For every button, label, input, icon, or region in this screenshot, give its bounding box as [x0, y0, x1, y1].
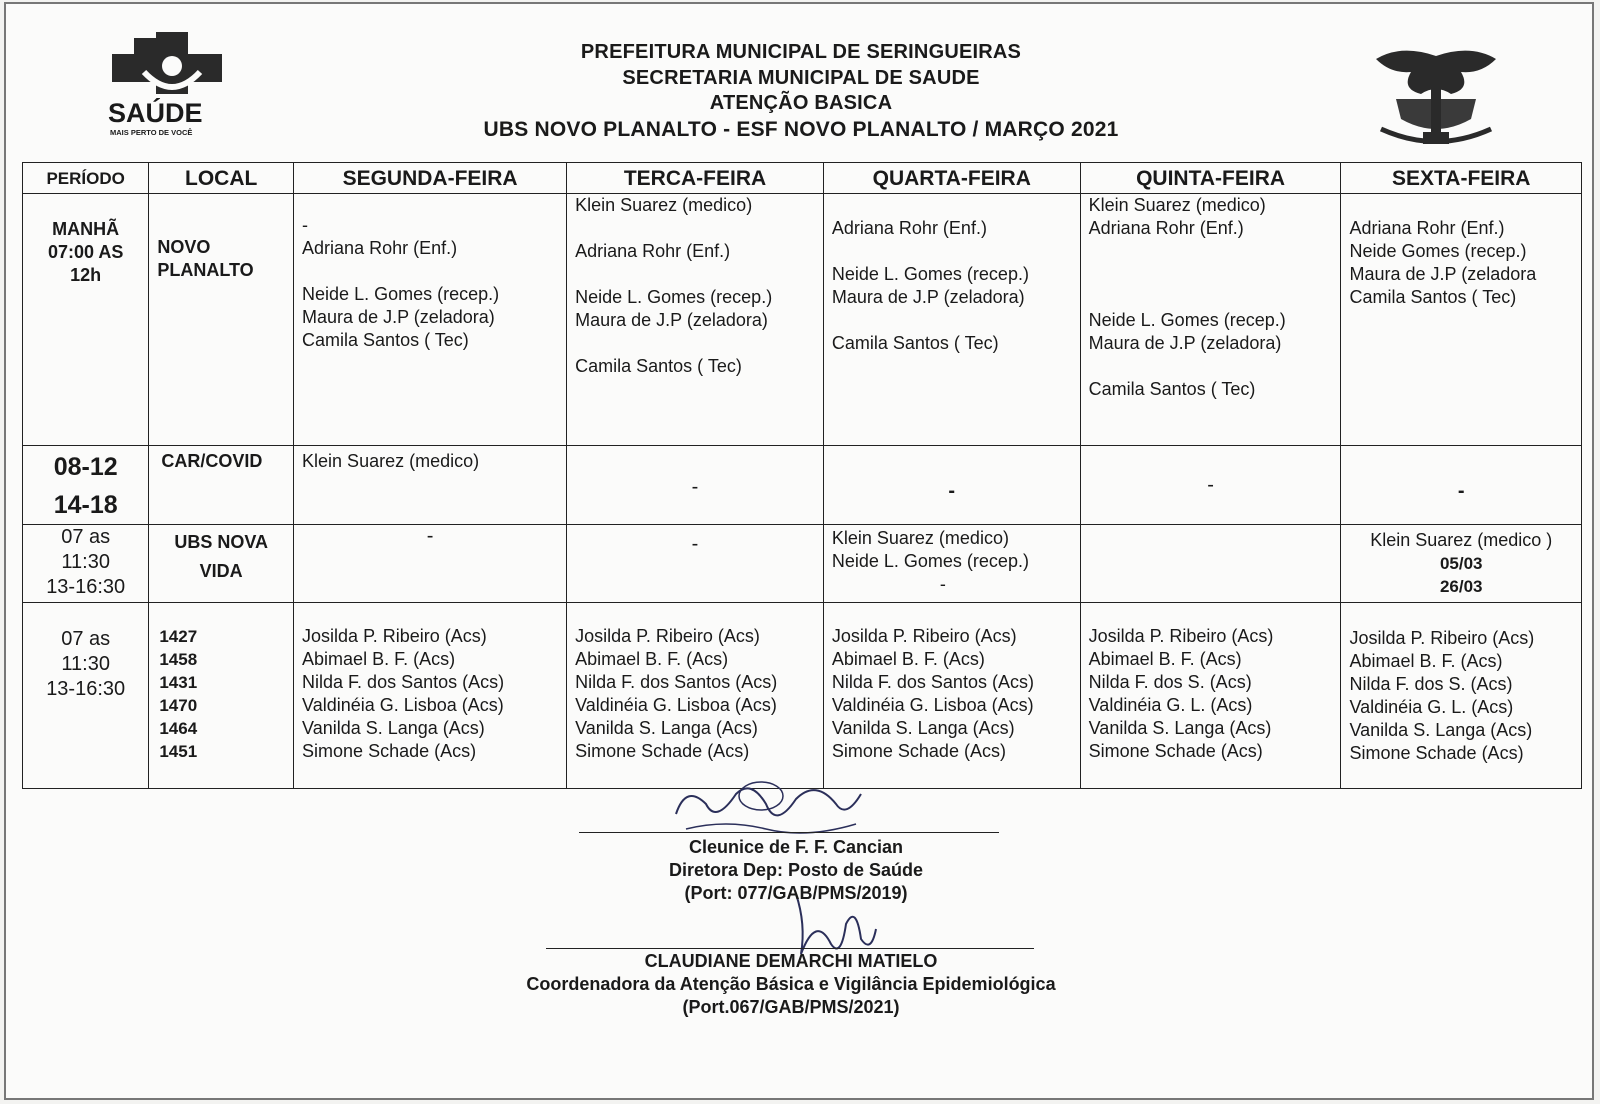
- acs-line: Simone Schade (Acs): [575, 741, 750, 761]
- empty-dash: -: [948, 480, 956, 502]
- acs-line: Vanilda S. Langa (Acs): [1088, 718, 1272, 738]
- staff-line: Neide L. Gomes (recep.): [302, 284, 500, 304]
- local-cell: [149, 603, 294, 789]
- acs-code: 1464: [159, 719, 198, 738]
- empty-dash: -: [939, 574, 946, 594]
- acs-line: Simone Schade (Acs): [1349, 743, 1524, 763]
- day-cell: [823, 446, 1080, 525]
- acs-line: Nilda F. dos S. (Acs): [1088, 672, 1252, 692]
- staff-line: [832, 240, 1072, 263]
- staff-line: Klein Suarez (medico): [302, 451, 480, 471]
- acs-line: Josilda P. Ribeiro (Acs): [302, 626, 487, 646]
- staff-line: [1349, 194, 1573, 217]
- acs-line: Valdinéia G. L. (Acs): [1088, 695, 1253, 715]
- table-row: [23, 194, 1582, 446]
- staff-line: Maura de J.P (zeladora): [831, 287, 1025, 307]
- acs-line: Abimael B. F. (Acs): [1088, 649, 1242, 669]
- acs-line: Valdinéia G. Lisboa (Acs): [302, 695, 504, 715]
- local-cell: [149, 525, 294, 603]
- staff-line: [1089, 263, 1333, 286]
- periodo-line: 08-12: [53, 453, 118, 481]
- day-cell: [294, 194, 567, 446]
- day-cell: [823, 603, 1080, 789]
- staff-line: -: [302, 215, 309, 235]
- date-line: 05/03: [1439, 554, 1483, 573]
- day-cell: [1080, 194, 1341, 446]
- acs-line: Vanilda S. Langa (Acs): [302, 718, 485, 738]
- local-line: VIDA: [199, 561, 243, 581]
- staff-line: Adriana Rohr (Enf.): [1349, 218, 1505, 238]
- staff-line: Neide Gomes (recep.): [1349, 241, 1527, 261]
- signature-line: [546, 948, 1034, 949]
- staff-line: Klein Suarez (medico ): [1370, 530, 1553, 550]
- empty-dash: -: [1457, 480, 1465, 502]
- staff-line: Camila Santos ( Tec): [1088, 379, 1256, 399]
- staff-line: Neide L. Gomes (recep.): [831, 264, 1029, 284]
- table-row: [23, 525, 1582, 603]
- day-cell: [1080, 446, 1341, 525]
- schedule-table: [22, 162, 1582, 789]
- acs-line: Simone Schade (Acs): [1088, 741, 1263, 761]
- staff-line: [1089, 529, 1333, 552]
- logo-brand: SAÚDE: [108, 98, 203, 128]
- document-sheet: [4, 2, 1594, 1100]
- header-prefeitura: PREFEITURA MUNICIPAL DE SERINGUEIRAS: [580, 41, 1022, 63]
- local-line: PLANALTO: [157, 260, 254, 280]
- staff-line: Camila Santos ( Tec): [302, 330, 469, 350]
- table-row: [23, 603, 1582, 789]
- acs-line: Vanilda S. Langa (Acs): [1349, 720, 1533, 740]
- table-header-row: [23, 163, 1582, 194]
- logo-tagline: MAIS PERTO DE VOCÊ: [110, 128, 193, 137]
- signer-port: (Port: 077/GAB/PMS/2019): [684, 883, 908, 903]
- periodo-cell: [23, 446, 149, 525]
- day-cell: [823, 194, 1080, 446]
- periodo-line: 07 as: [61, 628, 111, 650]
- day-cell: [567, 446, 824, 525]
- column-header: SEGUNDA-FEIRA: [294, 163, 567, 194]
- acs-line: Simone Schade (Acs): [831, 741, 1006, 761]
- staff-line: [1089, 240, 1333, 263]
- periodo-line: 11:30: [61, 551, 110, 573]
- column-header: PERÍODO: [23, 163, 149, 194]
- staff-line: Camila Santos ( Tec): [575, 356, 742, 376]
- periodo-line: 11:30: [61, 653, 110, 675]
- staff-line: Adriana Rohr (Enf.): [302, 238, 458, 258]
- periodo-line: 12h: [70, 265, 102, 285]
- acs-line: Josilda P. Ribeiro (Acs): [1349, 628, 1535, 648]
- periodo-line: MANHÃ: [52, 219, 120, 239]
- acs-line: Vanilda S. Langa (Acs): [575, 718, 758, 738]
- staff-line: Adriana Rohr (Enf.): [831, 218, 987, 238]
- acs-line: Abimael B. F. (Acs): [575, 649, 729, 669]
- day-cell: [1341, 603, 1582, 789]
- local-line: CAR/COVID: [161, 451, 263, 471]
- acs-line: Abimael B. F. (Acs): [831, 649, 985, 669]
- empty-dash: -: [426, 525, 434, 547]
- staff-line: Maura de J.P (zeladora): [302, 307, 495, 327]
- staff-line: Maura de J.P (zeladora): [575, 310, 768, 330]
- staff-line: Neide L. Gomes (recep.): [831, 551, 1029, 571]
- staff-line: Camila Santos ( Tec): [831, 333, 999, 353]
- acs-line: Valdinéia G. Lisboa (Acs): [575, 695, 777, 715]
- day-cell: [1341, 525, 1582, 603]
- staff-line: Neide L. Gomes (recep.): [1088, 310, 1286, 330]
- signature-block-coordinator: [446, 950, 1136, 1019]
- acs-line: Simone Schade (Acs): [302, 741, 477, 761]
- day-cell: [823, 525, 1080, 603]
- local-line: NOVO: [157, 237, 211, 257]
- staff-line: Klein Suarez (medico): [575, 195, 753, 215]
- signer-role: Coordenadora da Atenção Básica e Vigilância Epidemiológica: [526, 974, 1056, 994]
- column-header: LOCAL: [149, 163, 294, 194]
- staff-line: Maura de J.P (zeladora): [1088, 333, 1282, 353]
- empty-dash: -: [691, 476, 699, 498]
- acs-line: Valdinéia G. L. (Acs): [1349, 697, 1514, 717]
- periodo-cell: [23, 525, 149, 603]
- signer-name: Cleunice de F. F. Cancian: [688, 837, 904, 857]
- periodo-line: 07 as: [61, 526, 111, 548]
- staff-line: Neide L. Gomes (recep.): [575, 287, 773, 307]
- acs-line: Nilda F. dos Santos (Acs): [302, 672, 505, 692]
- periodo-cell: [23, 194, 149, 446]
- periodo-line: 13-16:30: [46, 678, 126, 700]
- staff-line: [832, 194, 1072, 217]
- staff-line: [1089, 355, 1333, 378]
- acs-line: Abimael B. F. (Acs): [1349, 651, 1503, 671]
- staff-line: Adriana Rohr (Enf.): [1088, 218, 1244, 238]
- acs-code: 1458: [159, 650, 198, 669]
- acs-line: Josilda P. Ribeiro (Acs): [575, 626, 760, 646]
- day-cell: [567, 525, 824, 603]
- day-cell: [567, 194, 824, 446]
- acs-line: Josilda P. Ribeiro (Acs): [831, 626, 1017, 646]
- municipal-coat-of-arms-icon: [1371, 44, 1501, 149]
- local-line: UBS NOVA: [174, 532, 269, 552]
- signature-block-director: [566, 836, 1026, 905]
- acs-code: 1431: [159, 673, 198, 692]
- signature-line: [579, 832, 999, 833]
- acs-line: Nilda F. dos Santos (Acs): [831, 672, 1034, 692]
- local-cell: [149, 446, 294, 525]
- periodo-cell: [23, 603, 149, 789]
- day-cell: [1080, 603, 1341, 789]
- column-header: TERCA-FEIRA: [567, 163, 824, 194]
- column-header: QUINTA-FEIRA: [1080, 163, 1341, 194]
- header-secretaria: SECRETARIA MUNICIPAL DE SAUDE: [622, 66, 980, 89]
- staff-line: [1089, 286, 1333, 309]
- table-row: [23, 446, 1582, 525]
- staff-line: Klein Suarez (medico): [1088, 195, 1266, 215]
- staff-line: Klein Suarez (medico): [831, 528, 1009, 548]
- signer-name: CLAUDIANE DEMARCHI MATIELO: [644, 951, 938, 971]
- acs-line: Vanilda S. Langa (Acs): [831, 718, 1015, 738]
- staff-line: Camila Santos ( Tec): [1349, 287, 1517, 307]
- empty-dash: -: [1207, 474, 1214, 496]
- signer-role: Diretora Dep: Posto de Saúde: [668, 860, 924, 880]
- acs-line: Valdinéia G. Lisboa (Acs): [831, 695, 1034, 715]
- header-atencao: ATENÇÃO BASICA: [709, 92, 893, 114]
- column-header: SEXTA-FEIRA: [1341, 163, 1582, 194]
- day-cell: [294, 603, 567, 789]
- day-cell: [294, 525, 567, 603]
- header-ubs-title: UBS NOVO PLANALTO - ESF NOVO PLANALTO / MARÇO 2021: [483, 117, 1119, 141]
- staff-line: [575, 217, 815, 240]
- acs-line: Nilda F. dos S. (Acs): [1349, 674, 1513, 694]
- acs-line: Abimael B. F. (Acs): [302, 649, 456, 669]
- staff-line: Maura de J.P (zeladora: [1349, 264, 1537, 284]
- staff-line: [832, 309, 1072, 332]
- acs-line: Josilda P. Ribeiro (Acs): [1088, 626, 1274, 646]
- signer-port: (Port.067/GAB/PMS/2021): [682, 997, 900, 1017]
- day-cell: [294, 446, 567, 525]
- periodo-line: 13-16:30: [46, 576, 126, 598]
- acs-code: 1470: [159, 696, 198, 715]
- saude-logo: [106, 32, 241, 142]
- date-line: 26/03: [1439, 577, 1483, 596]
- day-cell: [1341, 446, 1582, 525]
- staff-line: [575, 263, 815, 286]
- day-cell: [1080, 525, 1341, 603]
- staff-line: [575, 332, 815, 355]
- acs-code: 1427: [159, 627, 198, 646]
- periodo-line: 07:00 AS: [47, 242, 124, 262]
- day-cell: [1341, 194, 1582, 446]
- day-cell: [567, 603, 824, 789]
- local-cell: [149, 194, 294, 446]
- column-header: QUARTA-FEIRA: [823, 163, 1080, 194]
- staff-line: Adriana Rohr (Enf.): [575, 241, 731, 261]
- acs-code: 1451: [159, 742, 198, 761]
- staff-line: [302, 260, 558, 283]
- acs-line: Nilda F. dos Santos (Acs): [575, 672, 778, 692]
- document-header: [336, 40, 1266, 142]
- periodo-line: 14-18: [53, 491, 118, 519]
- empty-dash: -: [691, 533, 699, 555]
